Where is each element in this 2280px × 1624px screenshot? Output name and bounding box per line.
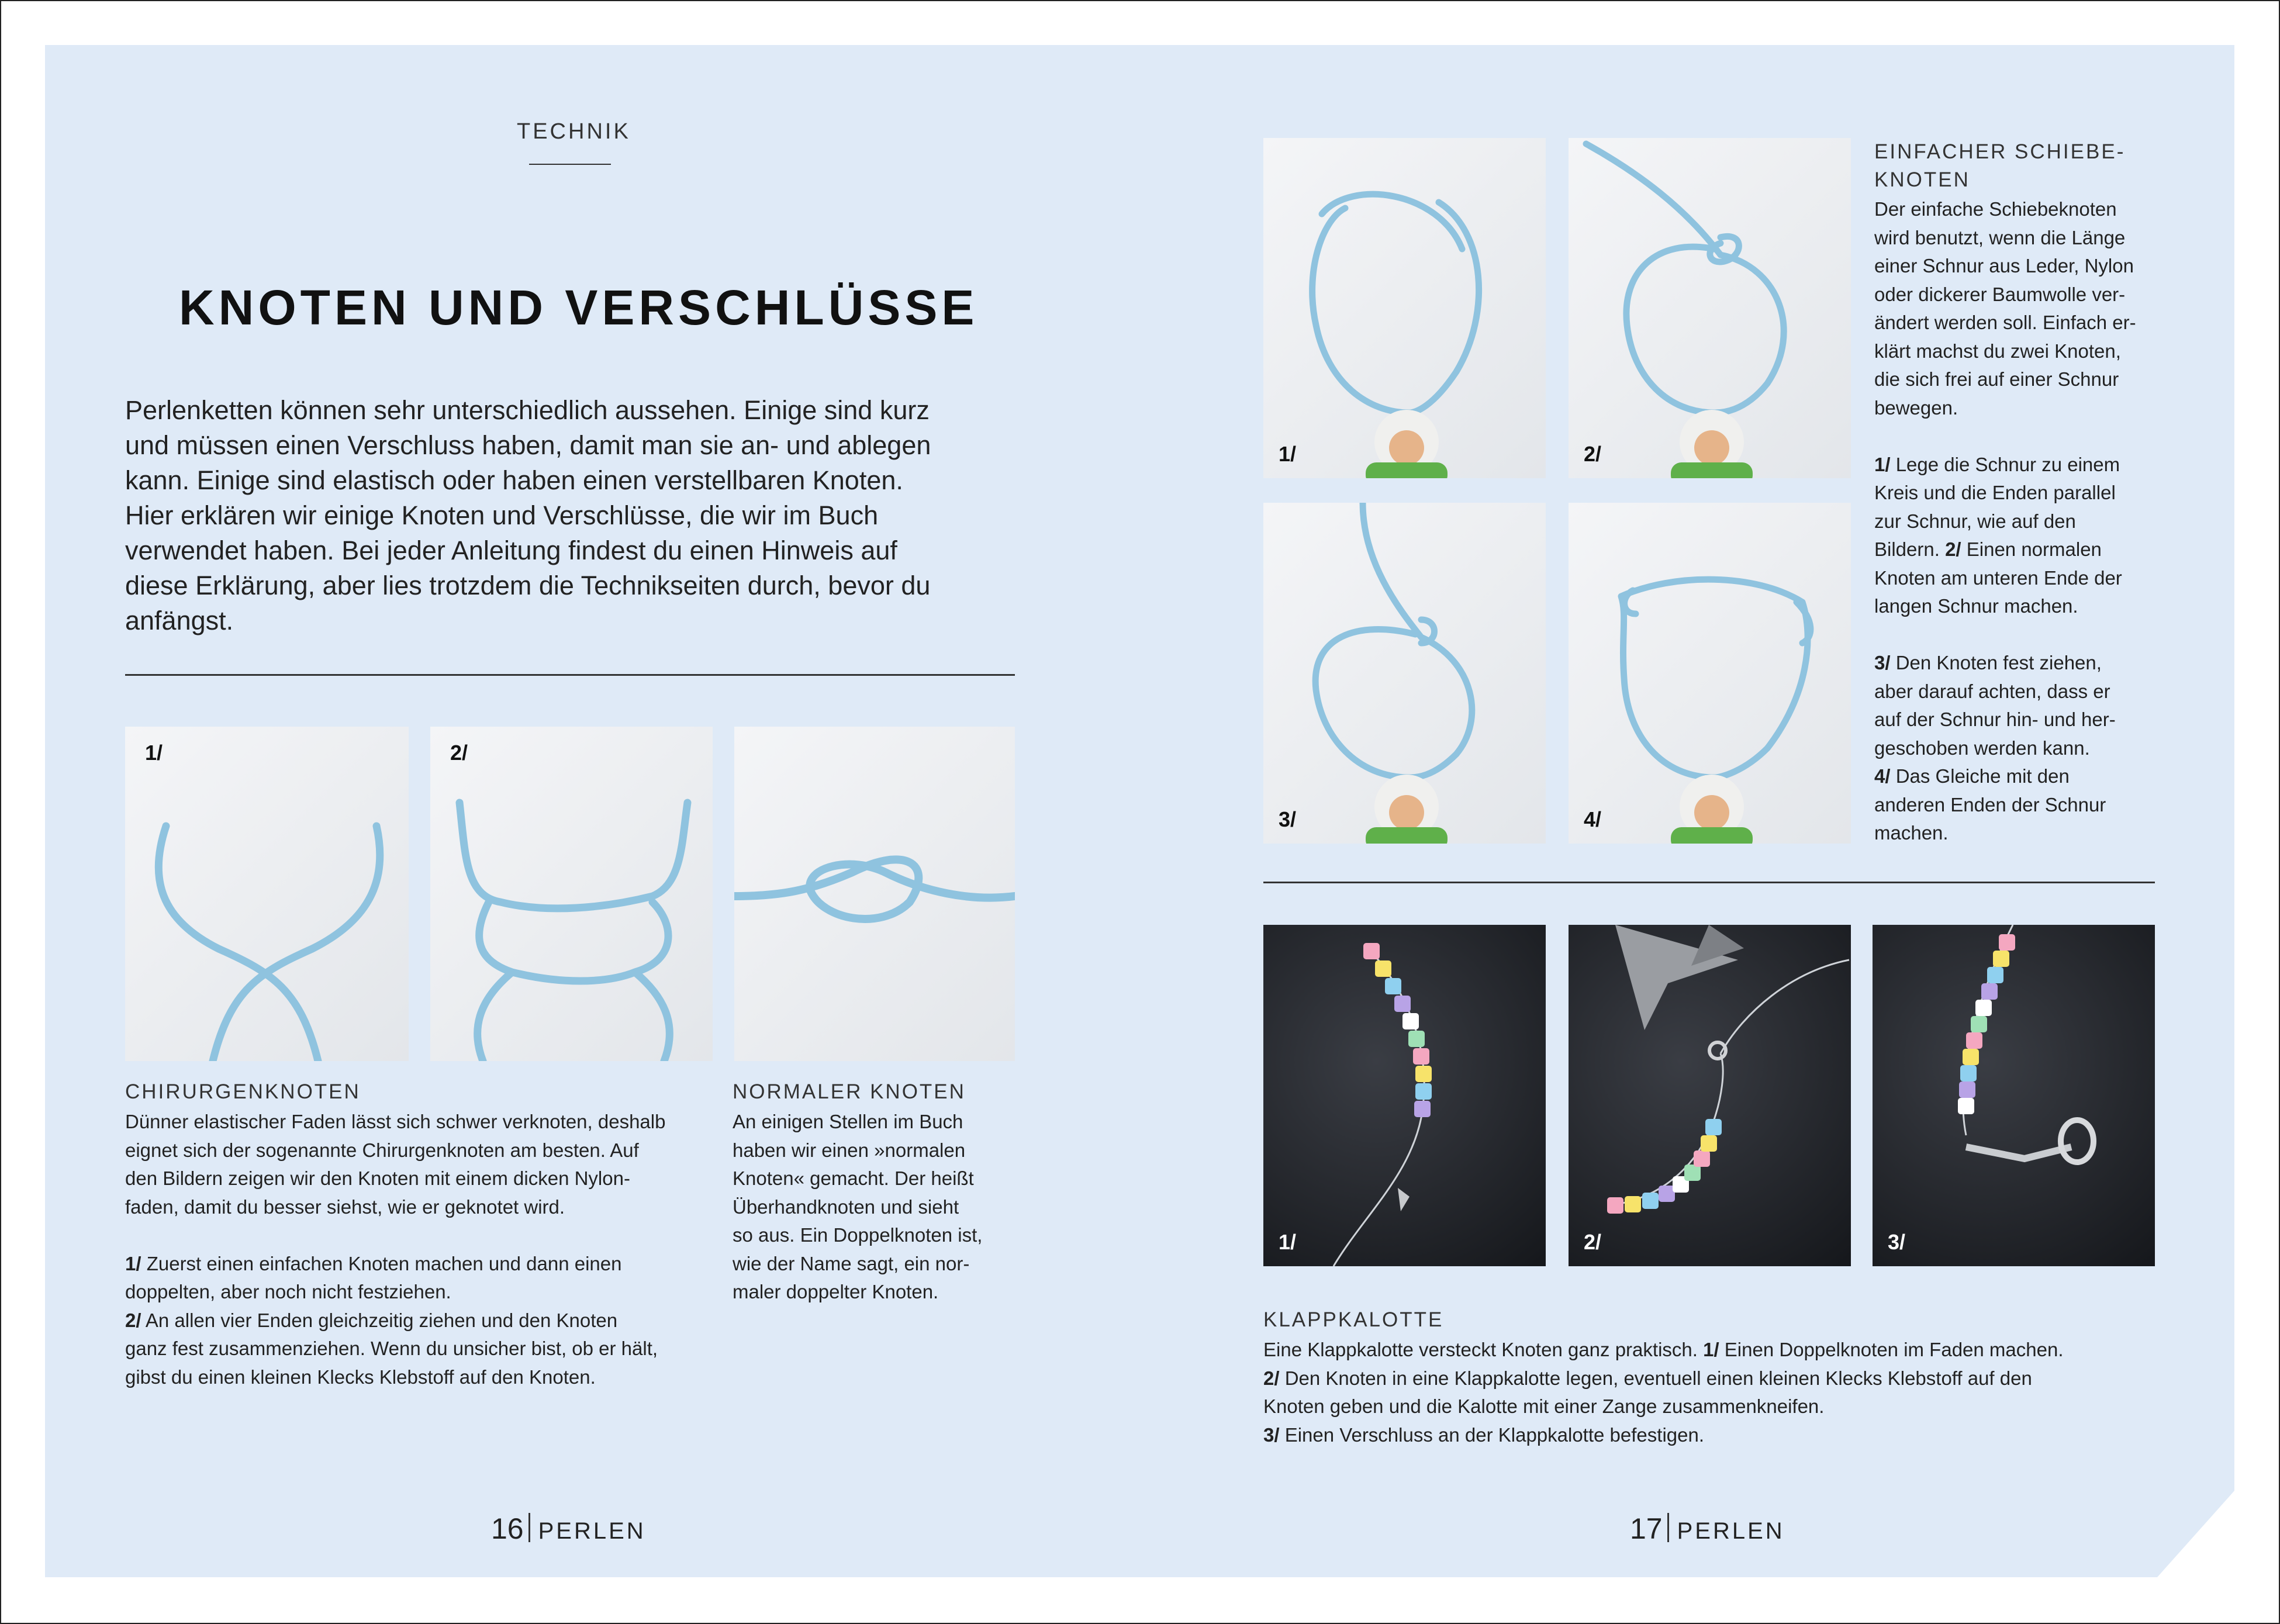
- text-segment: gibst du einen kleinen Klecks Klebstoff auf den Knoten.: [125, 1366, 596, 1388]
- text-line: [1874, 507, 2136, 536]
- heading-line: EINFACHER SCHIEBE-: [1874, 140, 2126, 163]
- text-line: [125, 1363, 665, 1392]
- bead: [1402, 1013, 1419, 1029]
- text-segment: faden, damit du besser siehst, wie er geknotet wird.: [125, 1195, 565, 1218]
- text-segment: Perlenketten können sehr unterschiedlich aussehen. Einige sind kurz: [125, 395, 930, 425]
- text-segment: und müssen einen Verschluss haben, damit man sie an- und ablegen: [125, 430, 931, 460]
- text-line: [125, 1193, 665, 1222]
- bead: [1987, 967, 2003, 983]
- bead: [1363, 943, 1380, 959]
- bead: [1642, 1193, 1659, 1209]
- section-kicker: TECHNIK: [517, 119, 631, 144]
- text-line: [125, 1250, 665, 1279]
- text-line: [1874, 394, 2136, 423]
- text-segment: geschoben werden kann.: [1874, 737, 2090, 759]
- text-line: [1874, 734, 2136, 763]
- text-segment: Knoten« gemacht. Der heißt: [733, 1167, 974, 1189]
- text-schiebeknoten: [1874, 195, 2136, 848]
- text-segment: Knoten geben und die Kalotte mit einer Zange zusammenkneifen.: [1263, 1395, 1825, 1417]
- photo-clamshell-step-2: [1569, 925, 1851, 1266]
- step-number: 3/: [1263, 1423, 1280, 1446]
- text-line: [1874, 281, 2136, 309]
- step-label: 2/: [1584, 442, 1602, 466]
- heading-klappkalotte: KLAPPKALOTTE: [1263, 1308, 1444, 1331]
- text-line: [733, 1193, 982, 1222]
- step-label: 1/: [1279, 1230, 1297, 1254]
- photo-surgeon-knot-step-2: [430, 727, 713, 1061]
- step-number: 1/: [1874, 453, 1891, 475]
- text-segment: Der einfache Schiebeknoten: [1874, 198, 2117, 220]
- text-line: [1263, 1336, 2064, 1364]
- text-segment: Dünner elastischer Faden lässt sich schwer verknoten, deshalb: [125, 1111, 666, 1132]
- text-line: [1874, 535, 2136, 564]
- text-line: [1874, 195, 2136, 224]
- text-line: [125, 603, 931, 638]
- text-line: [125, 1307, 665, 1335]
- bead: [1963, 1049, 1979, 1065]
- heading-line: KNOTEN: [1874, 168, 1970, 191]
- step-label: 1/: [1279, 442, 1297, 466]
- step-number: 2/: [1263, 1367, 1280, 1389]
- text-line: [733, 1108, 982, 1136]
- photo-surgeon-knot-step-1: [125, 727, 409, 1061]
- step-number: 2/: [125, 1309, 141, 1331]
- text-line: [1874, 621, 2136, 649]
- text-line: [1874, 337, 2136, 366]
- step-label: 2/: [450, 741, 468, 765]
- text-segment: wird benutzt, wenn die Länge: [1874, 226, 2126, 248]
- heading-normaler-knoten: NORMALER KNOTEN: [733, 1080, 966, 1103]
- text-line: [1874, 365, 2136, 394]
- text-segment: Einen Verschluss an der Klappkalotte befestigen.: [1279, 1423, 1704, 1446]
- text-segment: anfängst.: [125, 606, 234, 635]
- divider: [125, 674, 1015, 676]
- bead: [1413, 1048, 1429, 1065]
- step-number: 2/: [1945, 538, 1961, 560]
- bead: [1607, 1197, 1623, 1214]
- photo-clamshell-step-1: [1263, 925, 1546, 1266]
- text-line: [125, 463, 931, 498]
- text-segment: Eine Klappkalotte versteckt Knoten ganz praktisch.: [1263, 1339, 1704, 1360]
- bead: [1981, 983, 1998, 1000]
- text-segment: doppelten, aber noch nicht festziehen.: [125, 1281, 451, 1302]
- text-segment: kann. Einige sind elastisch oder haben einen verstellbaren Knoten.: [125, 465, 903, 495]
- text-normaler-knoten: [733, 1108, 982, 1307]
- step-label: 2/: [1584, 1230, 1602, 1254]
- text-line: [733, 1136, 982, 1165]
- text-line: [125, 1221, 665, 1250]
- bead: [1959, 1081, 1975, 1098]
- bead: [1415, 1066, 1432, 1082]
- text-line: [125, 1165, 665, 1193]
- text-line: [125, 568, 931, 603]
- text-segment: Den Knoten fest ziehen,: [1890, 652, 2102, 673]
- text-segment: Das Gleiche mit den: [1890, 765, 2070, 787]
- text-klappkalotte: [1263, 1336, 2064, 1449]
- text-segment: An einigen Stellen im Buch: [733, 1111, 963, 1132]
- text-segment: ganz fest zusammenziehen. Wenn du unsicher bist, ob er hält,: [125, 1338, 658, 1359]
- page-title: KNOTEN UND VERSCHLÜSSE: [179, 280, 979, 335]
- text-segment: Den Knoten in eine Klappkalotte legen, eventuell einen kleinen Klecks Klebstoff auf den: [1279, 1367, 2032, 1389]
- photo-sliding-knot-step-2: [1569, 138, 1851, 478]
- bead: [1960, 1065, 1977, 1081]
- text-line: [1874, 451, 2136, 479]
- text-segment: Zuerst einen einfachen Knoten machen und dann einen: [141, 1252, 622, 1274]
- text-line: [125, 1278, 665, 1307]
- bead: [1971, 1016, 1987, 1032]
- text-line: [125, 533, 931, 568]
- text-line: [1263, 1364, 2064, 1393]
- text-segment: einer Schnur aus Leder, Nylon: [1874, 255, 2134, 277]
- bead: [1394, 996, 1411, 1012]
- text-line: [733, 1250, 982, 1279]
- photo-normal-knot: [734, 727, 1015, 1061]
- page-number: 17: [1630, 1512, 1663, 1545]
- text-segment: aber darauf achten, dass er: [1874, 680, 2110, 702]
- text-segment: machen.: [1874, 822, 1949, 844]
- text-line: [1874, 422, 2136, 451]
- text-segment: diese Erklärung, aber lies trotzdem die Technikseiten durch, bevor du: [125, 571, 931, 600]
- text-segment: wie der Name sagt, ein nor-: [733, 1252, 970, 1274]
- bead: [1375, 960, 1391, 977]
- page-number: 16: [491, 1512, 524, 1545]
- text-segment: bewegen.: [1874, 396, 1958, 419]
- text-line: [1874, 706, 2136, 734]
- text-line: [1874, 819, 2136, 848]
- step-number: 1/: [125, 1252, 141, 1274]
- text-segment: haben wir einen »normalen: [733, 1139, 966, 1161]
- heading-chirurgenknoten: CHIRURGENKNOTEN: [125, 1080, 361, 1103]
- text-segment: Knoten am unteren Ende der: [1874, 566, 2122, 589]
- text-segment: eignet sich der sogenannte Chirurgenknoten am besten. Auf: [125, 1139, 639, 1161]
- text-segment: so aus. Ein Doppelknoten ist,: [733, 1224, 983, 1246]
- text-line: [1874, 309, 2136, 337]
- step-label: 4/: [1584, 807, 1602, 831]
- text-segment: Einen normalen: [1961, 538, 2102, 560]
- text-line: [1874, 791, 2136, 820]
- text-line: [733, 1165, 982, 1193]
- text-line: [733, 1221, 982, 1250]
- bead: [1966, 1032, 1982, 1049]
- book-title: PERLEN: [538, 1518, 646, 1544]
- text-segment: den Bildern zeigen wir den Knoten mit einem dicken Nylon-: [125, 1167, 630, 1189]
- step-number: 3/: [1874, 652, 1891, 673]
- bead: [1999, 934, 2015, 951]
- text-line: [125, 1108, 665, 1136]
- text-line: [1874, 649, 2136, 678]
- bead: [1975, 1000, 1992, 1016]
- footer-separator: [528, 1513, 530, 1542]
- text-segment: Bildern.: [1874, 538, 1946, 560]
- page-footer-right: [1630, 1512, 1785, 1546]
- text-segment: Überhandknoten und sieht: [733, 1195, 959, 1218]
- bead: [1701, 1135, 1717, 1152]
- text-line: [1263, 1393, 2064, 1421]
- text-line: [1874, 678, 2136, 706]
- text-line: [125, 1136, 665, 1165]
- text-segment: oder dickerer Baumwolle ver-: [1874, 283, 2126, 305]
- photo-sliding-knot-step-4: [1569, 503, 1851, 844]
- bead: [1694, 1150, 1710, 1167]
- bead: [1958, 1098, 1974, 1114]
- photo-sliding-knot-step-3: [1263, 503, 1546, 844]
- bead: [1659, 1186, 1675, 1202]
- text-segment: maler doppelter Knoten.: [733, 1281, 939, 1302]
- text-segment: Hier erklären wir einige Knoten und Verschlüsse, die wir im Buch: [125, 500, 879, 530]
- heading-schiebeknoten: [1874, 138, 2125, 194]
- photo-sliding-knot-step-1: [1263, 138, 1546, 478]
- footer-separator: [1667, 1513, 1669, 1542]
- text-segment: ändert werden soll. Einfach er-: [1874, 312, 2136, 333]
- text-segment: anderen Enden der Schnur: [1874, 793, 2106, 816]
- bead: [1705, 1119, 1722, 1135]
- book-title: PERLEN: [1677, 1518, 1785, 1544]
- text-line: [733, 1278, 982, 1307]
- text-segment: zur Schnur, wie auf den: [1874, 510, 2076, 532]
- photo-clamshell-step-3: [1873, 925, 2155, 1266]
- text-line: [1874, 479, 2136, 507]
- text-segment: Einen Doppelknoten im Faden machen.: [1719, 1339, 2064, 1360]
- text-line: [125, 393, 931, 428]
- text-segment: verwendet haben. Bei jeder Anleitung findest du einen Hinweis auf: [125, 535, 897, 565]
- bead: [1415, 1083, 1432, 1100]
- bead: [1408, 1031, 1425, 1047]
- text-segment: Lege die Schnur zu einem: [1890, 453, 2120, 475]
- page-footer-left: [491, 1512, 646, 1546]
- text-segment: langen Schnur machen.: [1874, 595, 2078, 617]
- text-segment: An allen vier Enden gleichzeitig ziehen und den Knoten: [141, 1309, 618, 1331]
- text-line: [1874, 762, 2136, 791]
- text-segment: auf der Schnur hin- und her-: [1874, 709, 2116, 730]
- text-line: [125, 1335, 665, 1363]
- bead: [1993, 951, 2009, 967]
- text-segment: klärt machst du zwei Knoten,: [1874, 340, 2121, 362]
- text-line: [125, 498, 931, 533]
- kicker-underline: [529, 164, 611, 165]
- text-segment: die sich frei auf einer Schnur: [1874, 368, 2119, 390]
- text-line: [1874, 252, 2136, 281]
- bead: [1414, 1101, 1431, 1117]
- text-line: [1874, 592, 2136, 621]
- divider: [1263, 882, 2155, 883]
- intro-paragraph: [125, 393, 931, 638]
- step-label: 3/: [1888, 1230, 1906, 1254]
- step-label: 1/: [145, 741, 163, 765]
- text-line: [1263, 1421, 2064, 1450]
- text-chirurgenknoten: [125, 1108, 665, 1391]
- text-line: [1874, 224, 2136, 253]
- bead: [1625, 1196, 1641, 1212]
- step-number: 1/: [1703, 1339, 1719, 1360]
- step-label: 3/: [1279, 807, 1297, 831]
- text-line: [1874, 564, 2136, 593]
- step-number: 4/: [1874, 765, 1891, 787]
- text-line: [125, 428, 931, 463]
- bead: [1385, 978, 1401, 994]
- bead: [1684, 1165, 1701, 1181]
- text-segment: Kreis und die Enden parallel: [1874, 482, 2116, 503]
